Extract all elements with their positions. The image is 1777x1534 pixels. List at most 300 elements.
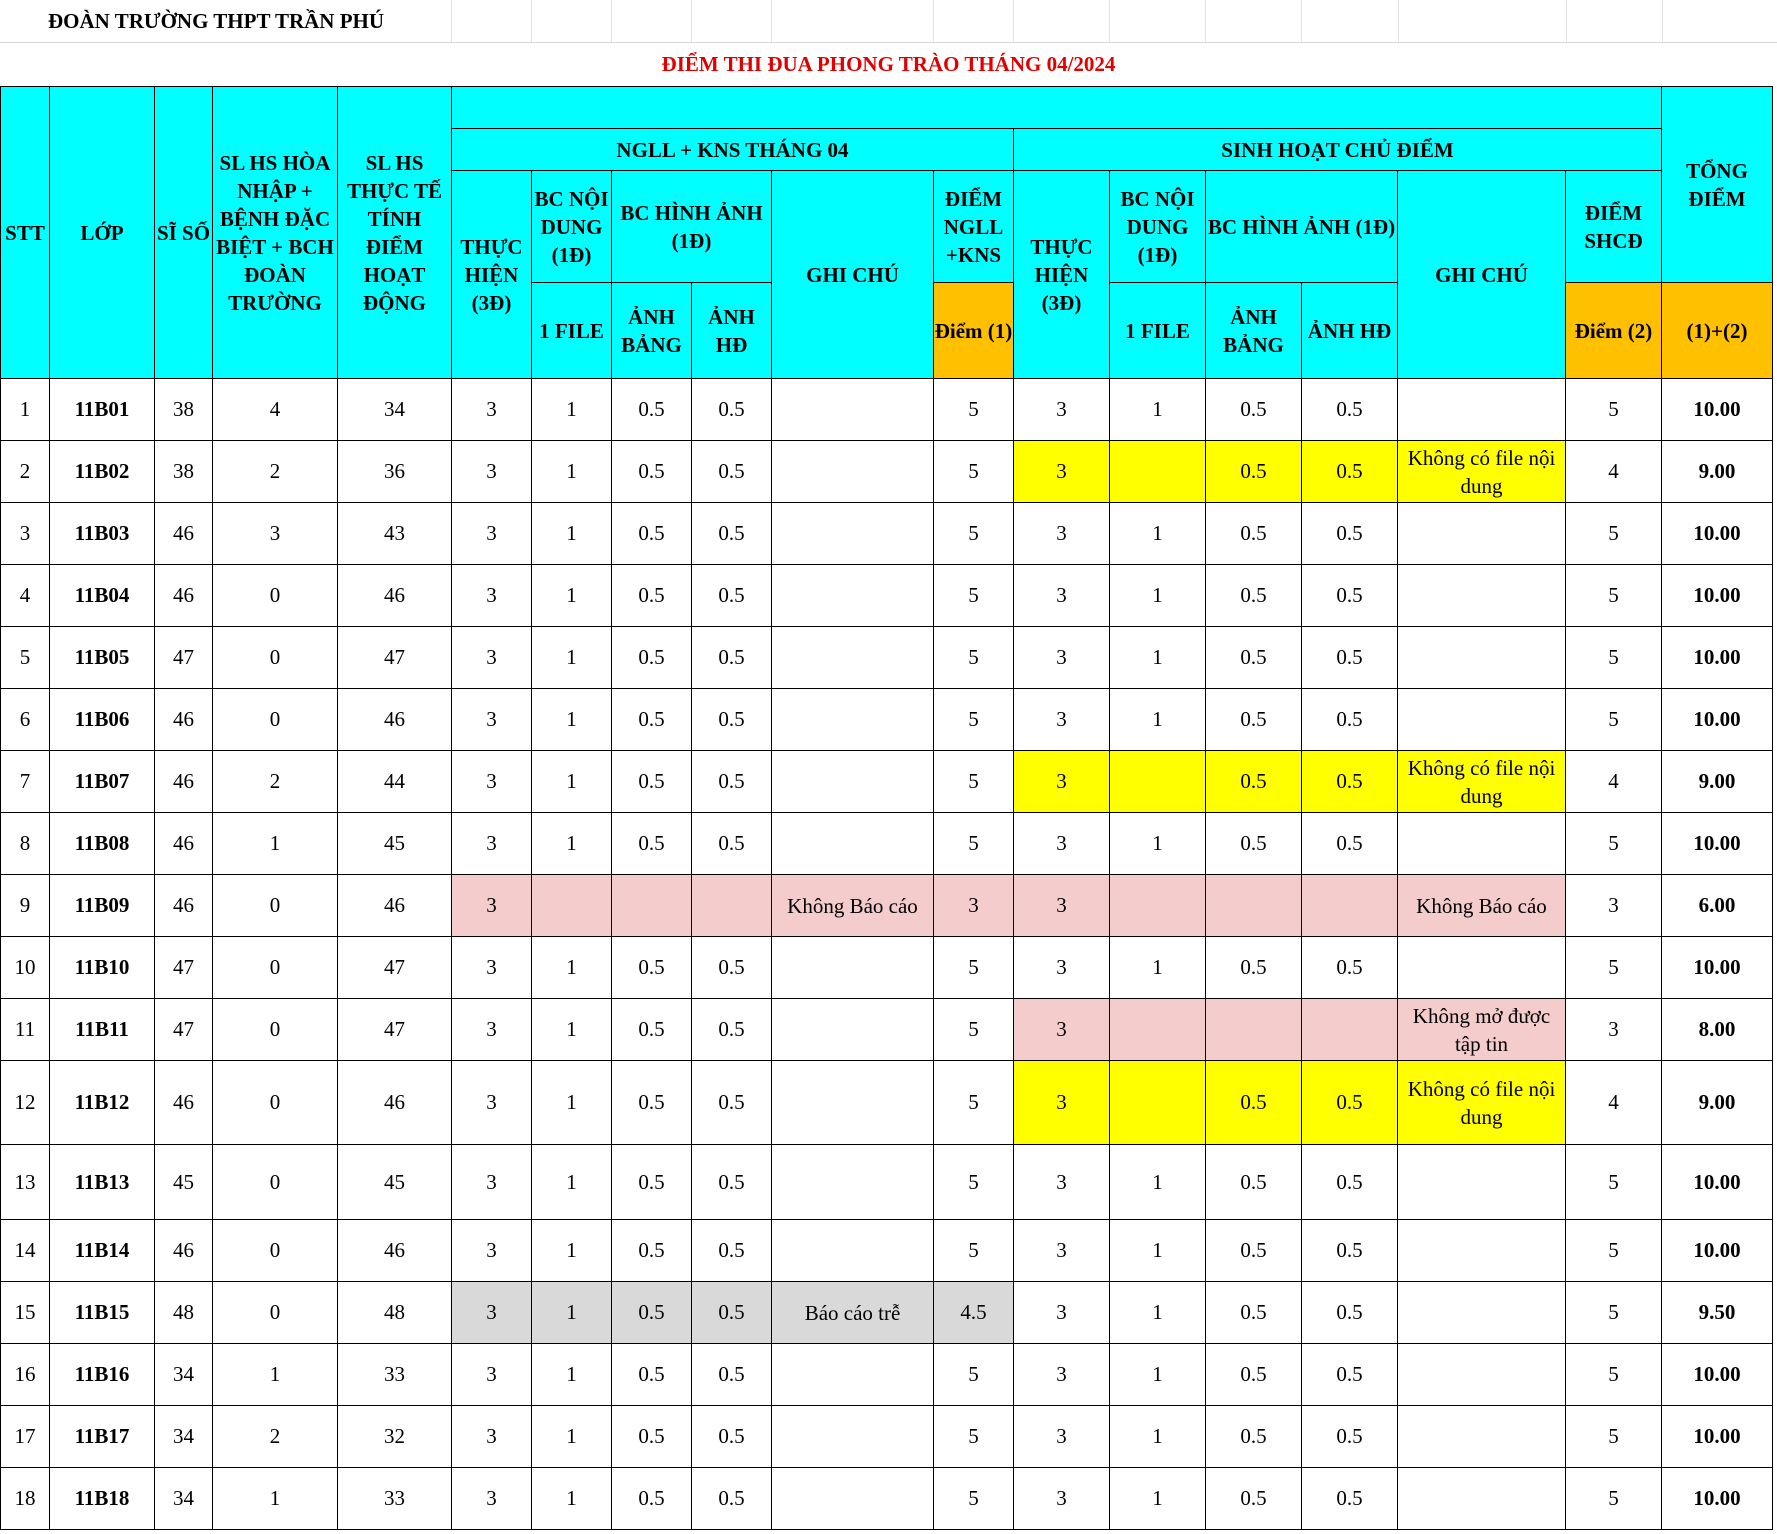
cell-sl-thuc-te: 33 xyxy=(338,1344,452,1406)
header-anh-hd-2: ẢNH HĐ xyxy=(1302,283,1398,379)
cell-ngll-one-file: 1 xyxy=(532,441,612,503)
cell-lop: 11B18 xyxy=(50,1468,155,1530)
cell-lop: 11B08 xyxy=(50,813,155,875)
cell-shcd-anh-hd: 0.5 xyxy=(1302,1406,1398,1468)
cell-sl-thuc-te: 48 xyxy=(338,1282,452,1344)
cell-si-so: 47 xyxy=(155,999,213,1061)
cell-ngll-thuc-hien: 3 xyxy=(452,441,532,503)
cell-stt: 1 xyxy=(1,379,50,441)
cell-shcd-anh-bang: 0.5 xyxy=(1206,441,1302,503)
table-row xyxy=(1,1061,1773,1145)
cell-ngll-one-file: 1 xyxy=(532,813,612,875)
cell-ngll-one-file: 1 xyxy=(532,1220,612,1282)
cell-ngll-diem: 5 xyxy=(934,813,1014,875)
cell-ngll-thuc-hien: 3 xyxy=(452,1344,532,1406)
cell-shcd-anh-hd: 0.5 xyxy=(1302,813,1398,875)
cell-total: 6.00 xyxy=(1662,875,1773,937)
cell-lop: 11B15 xyxy=(50,1282,155,1344)
cell-shcd-diem: 5 xyxy=(1566,1406,1662,1468)
cell-ngll-diem: 5 xyxy=(934,1220,1014,1282)
cell-ngll-thuc-hien: 3 xyxy=(452,379,532,441)
cell-shcd-anh-hd: 0.5 xyxy=(1302,1468,1398,1530)
cell-sl-hoa-nhap: 0 xyxy=(213,937,338,999)
gridline xyxy=(1013,0,1014,42)
cell-ngll-anh-hd: 0.5 xyxy=(692,937,772,999)
cell-ngll-anh-bang: 0.5 xyxy=(612,1468,692,1530)
cell-total: 10.00 xyxy=(1662,1220,1773,1282)
cell-shcd-one-file xyxy=(1110,875,1206,937)
cell-lop: 11B13 xyxy=(50,1145,155,1220)
cell-shcd-diem: 5 xyxy=(1566,1282,1662,1344)
cell-ngll-diem: 5 xyxy=(934,999,1014,1061)
cell-shcd-thuc-hien: 3 xyxy=(1014,565,1110,627)
cell-lop: 11B05 xyxy=(50,627,155,689)
cell-ngll-anh-bang: 0.5 xyxy=(612,689,692,751)
cell-sl-thuc-te: 44 xyxy=(338,751,452,813)
cell-shcd-diem: 3 xyxy=(1566,875,1662,937)
cell-sl-thuc-te: 46 xyxy=(338,875,452,937)
cell-ngll-one-file: 1 xyxy=(532,503,612,565)
cell-sl-hoa-nhap: 0 xyxy=(213,999,338,1061)
cell-si-so: 34 xyxy=(155,1468,213,1530)
cell-ngll-one-file: 1 xyxy=(532,1344,612,1406)
cell-shcd-ghi-chu xyxy=(1398,1282,1566,1344)
cell-stt: 4 xyxy=(1,565,50,627)
cell-shcd-anh-hd xyxy=(1302,875,1398,937)
cell-ngll-anh-hd: 0.5 xyxy=(692,1468,772,1530)
cell-total: 10.00 xyxy=(1662,689,1773,751)
cell-shcd-anh-hd: 0.5 xyxy=(1302,1282,1398,1344)
cell-shcd-diem: 5 xyxy=(1566,937,1662,999)
cell-ngll-thuc-hien: 3 xyxy=(452,627,532,689)
cell-sl-hoa-nhap: 2 xyxy=(213,751,338,813)
cell-sl-hoa-nhap: 3 xyxy=(213,503,338,565)
table-row xyxy=(1,379,1773,441)
cell-shcd-ghi-chu xyxy=(1398,1468,1566,1530)
cell-lop: 11B03 xyxy=(50,503,155,565)
cell-ngll-ghi-chu xyxy=(772,937,934,999)
cell-ngll-diem: 5 xyxy=(934,937,1014,999)
header-sl-hoa-nhap: SL HS HÒA NHẬP + BỆNH ĐẶC BIỆT + BCH ĐOÀN TRƯỜNG xyxy=(213,87,338,379)
cell-ngll-one-file: 1 xyxy=(532,1406,612,1468)
cell-shcd-one-file: 1 xyxy=(1110,937,1206,999)
cell-ngll-diem: 5 xyxy=(934,1061,1014,1145)
cell-ngll-thuc-hien: 3 xyxy=(452,1468,532,1530)
cell-ngll-one-file: 1 xyxy=(532,565,612,627)
cell-si-so: 34 xyxy=(155,1406,213,1468)
cell-shcd-ghi-chu xyxy=(1398,627,1566,689)
cell-shcd-anh-hd: 0.5 xyxy=(1302,937,1398,999)
header-bc-noi-dung-2: BC NỘI DUNG (1Đ) xyxy=(1110,171,1206,283)
table-row xyxy=(1,1220,1773,1282)
cell-shcd-ghi-chu: Không có file nội dung xyxy=(1398,441,1566,503)
cell-shcd-thuc-hien: 3 xyxy=(1014,1406,1110,1468)
cell-shcd-anh-hd: 0.5 xyxy=(1302,751,1398,813)
cell-ngll-anh-bang: 0.5 xyxy=(612,1220,692,1282)
cell-ngll-ghi-chu xyxy=(772,503,934,565)
cell-stt: 16 xyxy=(1,1344,50,1406)
cell-ngll-thuc-hien: 3 xyxy=(452,565,532,627)
cell-ngll-ghi-chu xyxy=(772,565,934,627)
cell-shcd-anh-bang xyxy=(1206,999,1302,1061)
cell-ngll-diem: 5 xyxy=(934,1468,1014,1530)
cell-ngll-diem: 5 xyxy=(934,689,1014,751)
cell-shcd-anh-bang: 0.5 xyxy=(1206,1220,1302,1282)
cell-shcd-ghi-chu: Không có file nội dung xyxy=(1398,1061,1566,1145)
cell-ngll-anh-bang xyxy=(612,875,692,937)
header-si-so: SĨ SỐ xyxy=(155,87,213,379)
cell-si-so: 46 xyxy=(155,1220,213,1282)
cell-shcd-one-file: 1 xyxy=(1110,1282,1206,1344)
cell-stt: 15 xyxy=(1,1282,50,1344)
cell-ngll-anh-hd: 0.5 xyxy=(692,751,772,813)
cell-sl-hoa-nhap: 0 xyxy=(213,1282,338,1344)
header-anh-hd-1: ẢNH HĐ xyxy=(692,283,772,379)
cell-shcd-one-file xyxy=(1110,999,1206,1061)
cell-si-so: 48 xyxy=(155,1282,213,1344)
cell-total: 9.00 xyxy=(1662,1061,1773,1145)
table-row xyxy=(1,1145,1773,1220)
cell-stt: 8 xyxy=(1,813,50,875)
gridline xyxy=(771,0,772,42)
cell-ngll-anh-bang: 0.5 xyxy=(612,441,692,503)
cell-sl-hoa-nhap: 2 xyxy=(213,1406,338,1468)
cell-shcd-anh-hd: 0.5 xyxy=(1302,441,1398,503)
cell-ngll-anh-bang: 0.5 xyxy=(612,565,692,627)
cell-shcd-anh-hd: 0.5 xyxy=(1302,379,1398,441)
cell-ngll-anh-hd: 0.5 xyxy=(692,379,772,441)
cell-total: 10.00 xyxy=(1662,813,1773,875)
cell-shcd-ghi-chu: Không mở được tập tin xyxy=(1398,999,1566,1061)
cell-ngll-ghi-chu xyxy=(772,751,934,813)
cell-ngll-ghi-chu xyxy=(772,1468,934,1530)
cell-stt: 2 xyxy=(1,441,50,503)
header-thuc-hien-2: THỰC HIỆN (3Đ) xyxy=(1014,171,1110,379)
header-bc-hinh-anh-1: BC HÌNH ẢNH (1Đ) xyxy=(612,171,772,283)
cell-shcd-thuc-hien: 3 xyxy=(1014,627,1110,689)
cell-ngll-diem: 5 xyxy=(934,1406,1014,1468)
header-ghi-chu-1: GHI CHÚ xyxy=(772,171,934,379)
cell-ngll-one-file: 1 xyxy=(532,1061,612,1145)
cell-ngll-ghi-chu xyxy=(772,1344,934,1406)
table-row xyxy=(1,1344,1773,1406)
cell-ngll-thuc-hien: 3 xyxy=(452,1061,532,1145)
cell-shcd-ghi-chu xyxy=(1398,1406,1566,1468)
cell-shcd-one-file: 1 xyxy=(1110,689,1206,751)
cell-ngll-anh-hd: 0.5 xyxy=(692,565,772,627)
cell-ngll-anh-hd: 0.5 xyxy=(692,1344,772,1406)
cell-ngll-diem: 5 xyxy=(934,503,1014,565)
cell-ngll-ghi-chu xyxy=(772,1406,934,1468)
cell-total: 10.00 xyxy=(1662,1344,1773,1406)
cell-ngll-diem: 5 xyxy=(934,751,1014,813)
cell-ngll-diem: 5 xyxy=(934,379,1014,441)
cell-sl-thuc-te: 47 xyxy=(338,937,452,999)
cell-lop: 11B14 xyxy=(50,1220,155,1282)
cell-stt: 3 xyxy=(1,503,50,565)
cell-shcd-one-file: 1 xyxy=(1110,1468,1206,1530)
cell-sl-thuc-te: 46 xyxy=(338,689,452,751)
cell-lop: 11B17 xyxy=(50,1406,155,1468)
table-row xyxy=(1,875,1773,937)
cell-shcd-anh-hd: 0.5 xyxy=(1302,689,1398,751)
score-table xyxy=(0,86,1773,1530)
cell-lop: 11B02 xyxy=(50,441,155,503)
sheet-top-row xyxy=(0,0,1777,43)
cell-ngll-anh-hd: 0.5 xyxy=(692,1282,772,1344)
header-stt: STT xyxy=(1,87,50,379)
cell-shcd-anh-hd xyxy=(1302,999,1398,1061)
cell-ngll-ghi-chu xyxy=(772,813,934,875)
cell-shcd-one-file xyxy=(1110,751,1206,813)
cell-ngll-ghi-chu xyxy=(772,1145,934,1220)
cell-ngll-anh-bang: 0.5 xyxy=(612,503,692,565)
cell-si-so: 46 xyxy=(155,503,213,565)
cell-si-so: 47 xyxy=(155,627,213,689)
cell-ngll-ghi-chu xyxy=(772,1061,934,1145)
cell-shcd-ghi-chu xyxy=(1398,1220,1566,1282)
cell-shcd-anh-bang: 0.5 xyxy=(1206,1468,1302,1530)
cell-sl-hoa-nhap: 0 xyxy=(213,627,338,689)
cell-ngll-anh-bang: 0.5 xyxy=(612,751,692,813)
cell-sl-thuc-te: 47 xyxy=(338,999,452,1061)
header-diem-ngll: ĐIỂM NGLL +KNS xyxy=(934,171,1014,283)
cell-stt: 5 xyxy=(1,627,50,689)
cell-shcd-ghi-chu xyxy=(1398,1145,1566,1220)
cell-ngll-anh-bang: 0.5 xyxy=(612,379,692,441)
table-row xyxy=(1,627,1773,689)
header-thuc-hien-1: THỰC HIỆN (3Đ) xyxy=(452,171,532,379)
cell-ngll-anh-bang: 0.5 xyxy=(612,1344,692,1406)
cell-shcd-thuc-hien: 3 xyxy=(1014,1220,1110,1282)
header-anh-bang-1: ẢNH BẢNG xyxy=(612,283,692,379)
cell-ngll-one-file: 1 xyxy=(532,627,612,689)
cell-ngll-thuc-hien: 3 xyxy=(452,875,532,937)
cell-lop: 11B04 xyxy=(50,565,155,627)
table-row xyxy=(1,999,1773,1061)
cell-shcd-one-file xyxy=(1110,441,1206,503)
cell-ngll-thuc-hien: 3 xyxy=(452,1145,532,1220)
gridline xyxy=(1566,0,1567,42)
header-group-shcd: SINH HOẠT CHỦ ĐIỂM xyxy=(1014,129,1662,171)
cell-shcd-anh-bang: 0.5 xyxy=(1206,1406,1302,1468)
cell-total: 10.00 xyxy=(1662,565,1773,627)
cell-ngll-anh-bang: 0.5 xyxy=(612,1282,692,1344)
cell-ngll-ghi-chu xyxy=(772,379,934,441)
cell-shcd-one-file: 1 xyxy=(1110,565,1206,627)
cell-ngll-anh-hd: 0.5 xyxy=(692,813,772,875)
cell-shcd-thuc-hien: 3 xyxy=(1014,813,1110,875)
cell-sl-hoa-nhap: 1 xyxy=(213,1468,338,1530)
cell-shcd-thuc-hien: 3 xyxy=(1014,1344,1110,1406)
gridline xyxy=(531,0,532,42)
cell-shcd-anh-bang xyxy=(1206,875,1302,937)
cell-shcd-thuc-hien: 3 xyxy=(1014,999,1110,1061)
cell-si-so: 46 xyxy=(155,875,213,937)
header-lop: LỚP xyxy=(50,87,155,379)
cell-ngll-anh-bang: 0.5 xyxy=(612,813,692,875)
cell-shcd-thuc-hien: 3 xyxy=(1014,503,1110,565)
cell-total: 8.00 xyxy=(1662,999,1773,1061)
cell-si-so: 38 xyxy=(155,379,213,441)
cell-ngll-anh-hd: 0.5 xyxy=(692,1145,772,1220)
cell-sl-hoa-nhap: 1 xyxy=(213,813,338,875)
cell-ngll-anh-bang: 0.5 xyxy=(612,1145,692,1220)
cell-stt: 13 xyxy=(1,1145,50,1220)
cell-shcd-anh-bang: 0.5 xyxy=(1206,627,1302,689)
cell-shcd-thuc-hien: 3 xyxy=(1014,937,1110,999)
cell-shcd-ghi-chu xyxy=(1398,565,1566,627)
cell-sl-hoa-nhap: 0 xyxy=(213,875,338,937)
cell-ngll-ghi-chu: Không Báo cáo xyxy=(772,875,934,937)
gridline xyxy=(611,0,612,42)
cell-shcd-diem: 4 xyxy=(1566,1061,1662,1145)
cell-shcd-anh-hd: 0.5 xyxy=(1302,627,1398,689)
cell-ngll-diem: 3 xyxy=(934,875,1014,937)
header-sl-thuc-te: SL HS THỰC TẾ TÍNH ĐIỂM HOẠT ĐỘNG xyxy=(338,87,452,379)
cell-shcd-anh-bang: 0.5 xyxy=(1206,813,1302,875)
cell-shcd-thuc-hien: 3 xyxy=(1014,441,1110,503)
cell-sl-hoa-nhap: 1 xyxy=(213,1344,338,1406)
cell-si-so: 46 xyxy=(155,565,213,627)
cell-stt: 7 xyxy=(1,751,50,813)
cell-si-so: 34 xyxy=(155,1344,213,1406)
cell-ngll-diem: 4.5 xyxy=(934,1282,1014,1344)
cell-sl-hoa-nhap: 0 xyxy=(213,565,338,627)
gridline xyxy=(1398,0,1399,42)
cell-ngll-anh-hd: 0.5 xyxy=(692,999,772,1061)
cell-sl-thuc-te: 32 xyxy=(338,1406,452,1468)
cell-ngll-anh-hd: 0.5 xyxy=(692,441,772,503)
gridline xyxy=(1205,0,1206,42)
cell-shcd-diem: 5 xyxy=(1566,1145,1662,1220)
cell-ngll-one-file: 1 xyxy=(532,689,612,751)
cell-sl-thuc-te: 46 xyxy=(338,1061,452,1145)
cell-ngll-anh-hd: 0.5 xyxy=(692,627,772,689)
header-one-file-2: 1 FILE xyxy=(1110,283,1206,379)
cell-shcd-diem: 5 xyxy=(1566,1468,1662,1530)
header-anh-bang-2: ẢNH BẢNG xyxy=(1206,283,1302,379)
cell-ngll-thuc-hien: 3 xyxy=(452,1282,532,1344)
cell-shcd-anh-bang: 0.5 xyxy=(1206,751,1302,813)
cell-shcd-ghi-chu xyxy=(1398,689,1566,751)
cell-shcd-anh-bang: 0.5 xyxy=(1206,937,1302,999)
cell-lop: 11B07 xyxy=(50,751,155,813)
table-row xyxy=(1,689,1773,751)
table-row xyxy=(1,441,1773,503)
cell-ngll-anh-bang: 0.5 xyxy=(612,627,692,689)
cell-si-so: 45 xyxy=(155,1145,213,1220)
cell-lop: 11B10 xyxy=(50,937,155,999)
cell-shcd-diem: 4 xyxy=(1566,751,1662,813)
cell-shcd-diem: 5 xyxy=(1566,627,1662,689)
cell-shcd-one-file: 1 xyxy=(1110,503,1206,565)
header-tong-diem: TỔNG ĐIỂM xyxy=(1662,87,1773,283)
cell-ngll-diem: 5 xyxy=(934,565,1014,627)
cell-shcd-ghi-chu xyxy=(1398,379,1566,441)
cell-shcd-diem: 5 xyxy=(1566,1344,1662,1406)
cell-si-so: 46 xyxy=(155,689,213,751)
cell-sl-thuc-te: 46 xyxy=(338,565,452,627)
header-ghi-chu-2: GHI CHÚ xyxy=(1398,171,1566,379)
cell-ngll-one-file: 1 xyxy=(532,1468,612,1530)
cell-ngll-thuc-hien: 3 xyxy=(452,689,532,751)
cell-ngll-thuc-hien: 3 xyxy=(452,503,532,565)
header-diem-shcd: ĐIỂM SHCĐ xyxy=(1566,171,1662,283)
cell-shcd-diem: 5 xyxy=(1566,379,1662,441)
cell-ngll-anh-hd: 0.5 xyxy=(692,689,772,751)
cell-shcd-anh-hd: 0.5 xyxy=(1302,565,1398,627)
cell-ngll-thuc-hien: 3 xyxy=(452,999,532,1061)
cell-shcd-diem: 5 xyxy=(1566,813,1662,875)
cell-stt: 14 xyxy=(1,1220,50,1282)
cell-shcd-anh-bang: 0.5 xyxy=(1206,503,1302,565)
cell-ngll-thuc-hien: 3 xyxy=(452,937,532,999)
header-bc-noi-dung-1: BC NỘI DUNG (1Đ) xyxy=(532,171,612,283)
cell-shcd-ghi-chu xyxy=(1398,937,1566,999)
cell-shcd-thuc-hien: 3 xyxy=(1014,1468,1110,1530)
gridline xyxy=(933,0,934,42)
cell-ngll-thuc-hien: 3 xyxy=(452,751,532,813)
cell-ngll-diem: 5 xyxy=(934,441,1014,503)
cell-ngll-anh-hd: 0.5 xyxy=(692,1061,772,1145)
cell-shcd-thuc-hien: 3 xyxy=(1014,1061,1110,1145)
cell-shcd-anh-bang: 0.5 xyxy=(1206,689,1302,751)
cell-si-so: 38 xyxy=(155,441,213,503)
cell-ngll-anh-hd: 0.5 xyxy=(692,503,772,565)
cell-shcd-one-file xyxy=(1110,1061,1206,1145)
cell-ngll-thuc-hien: 3 xyxy=(452,1220,532,1282)
cell-stt: 9 xyxy=(1,875,50,937)
cell-shcd-thuc-hien: 3 xyxy=(1014,689,1110,751)
cell-sl-hoa-nhap: 4 xyxy=(213,379,338,441)
cell-sl-hoa-nhap: 0 xyxy=(213,689,338,751)
table-row xyxy=(1,503,1773,565)
cell-sl-thuc-te: 36 xyxy=(338,441,452,503)
cell-lop: 11B09 xyxy=(50,875,155,937)
cell-ngll-one-file: 1 xyxy=(532,1145,612,1220)
cell-si-so: 47 xyxy=(155,937,213,999)
cell-sl-thuc-te: 47 xyxy=(338,627,452,689)
gridline xyxy=(691,0,692,42)
cell-stt: 12 xyxy=(1,1061,50,1145)
cell-ngll-diem: 5 xyxy=(934,1344,1014,1406)
cell-stt: 17 xyxy=(1,1406,50,1468)
cell-shcd-diem: 5 xyxy=(1566,689,1662,751)
cell-shcd-ghi-chu: Không có file nội dung xyxy=(1398,751,1566,813)
cell-sl-thuc-te: 33 xyxy=(338,1468,452,1530)
cell-total: 10.00 xyxy=(1662,1468,1773,1530)
cell-lop: 11B12 xyxy=(50,1061,155,1145)
cell-shcd-diem: 4 xyxy=(1566,441,1662,503)
cell-total: 9.00 xyxy=(1662,751,1773,813)
cell-shcd-ghi-chu xyxy=(1398,813,1566,875)
cell-shcd-ghi-chu xyxy=(1398,503,1566,565)
table-row xyxy=(1,751,1773,813)
cell-shcd-one-file: 1 xyxy=(1110,1344,1206,1406)
cell-stt: 18 xyxy=(1,1468,50,1530)
cell-shcd-anh-bang: 0.5 xyxy=(1206,379,1302,441)
cell-shcd-anh-bang: 0.5 xyxy=(1206,1145,1302,1220)
cell-sl-hoa-nhap: 2 xyxy=(213,441,338,503)
cell-total: 10.00 xyxy=(1662,503,1773,565)
cell-shcd-one-file: 1 xyxy=(1110,1145,1206,1220)
cell-shcd-ghi-chu xyxy=(1398,1344,1566,1406)
cell-sl-thuc-te: 46 xyxy=(338,1220,452,1282)
cell-total: 9.00 xyxy=(1662,441,1773,503)
cell-shcd-anh-hd: 0.5 xyxy=(1302,1145,1398,1220)
org-name: ĐOÀN TRƯỜNG THPT TRẦN PHÚ xyxy=(48,9,385,33)
